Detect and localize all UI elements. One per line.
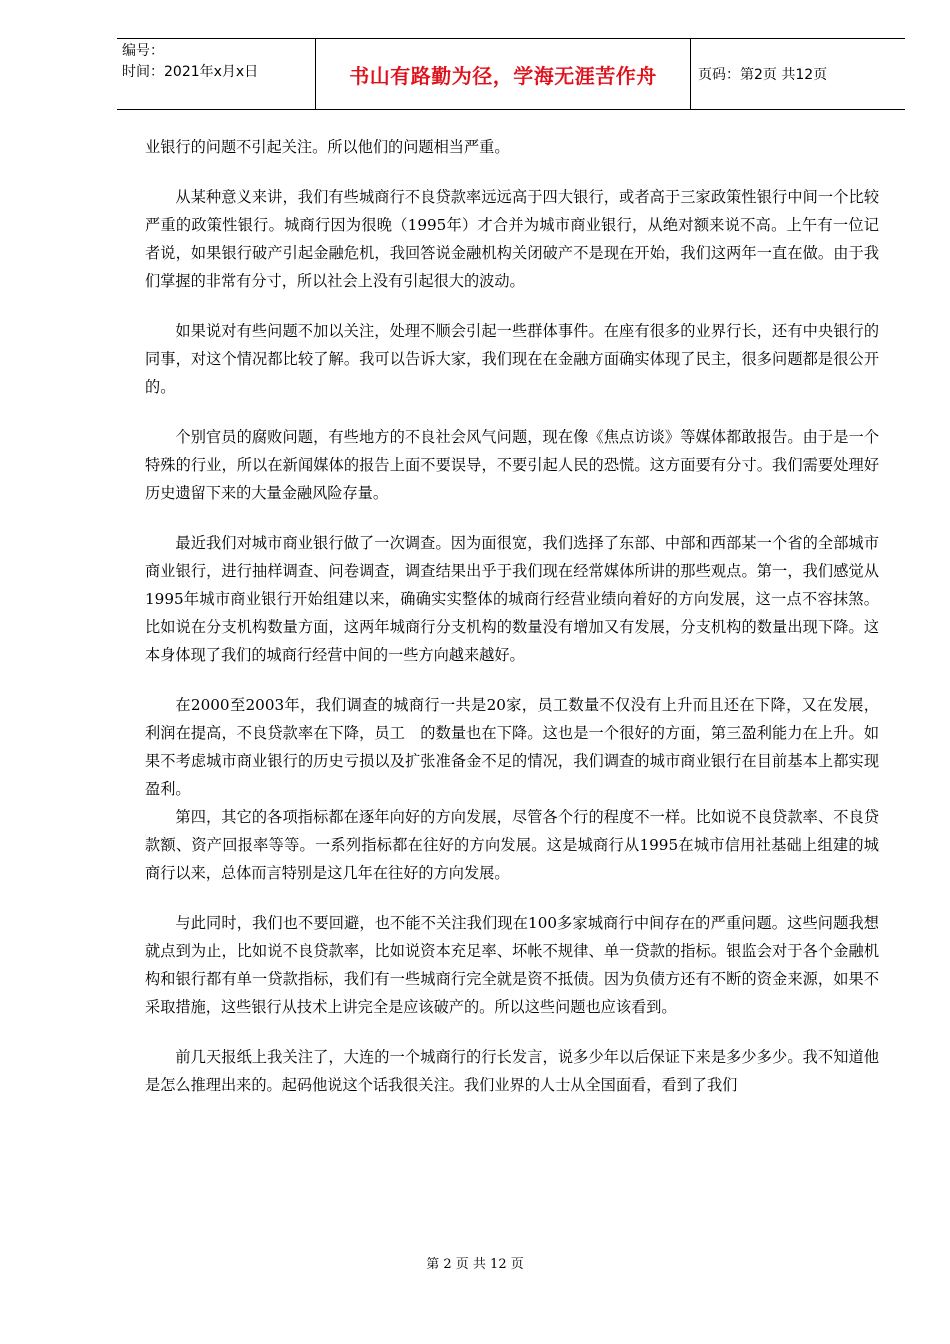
header-meta bbox=[122, 41, 258, 83]
page-header bbox=[117, 38, 905, 110]
paragraph: 业银行的问题不引起关注。所以他们的问题相当严重。 bbox=[145, 138, 510, 156]
paragraph: 在2000至2003年，我们调查的城商行一共是20家，员工数量不仅没有上升而且还在下降，又在发展，利润在提高，不良贷款率在下降，员工 的数量也在下降。这也是一个很好的方面，第三盈利能力在上升。如果不考虑城市商业银行的历史亏损以及扩张准备金不足的情况，我们调查的城市商业银行在目前基本上都实现盈利。 bbox=[145, 696, 879, 798]
header-motto: 书山有路勤为径，学海无涯苦作舟 bbox=[315, 39, 691, 109]
paragraph: 第四，其它的各项指标都在逐年向好的方向发展，尽管各个行的程度不一样。比如说不良贷款率、不良贷款额、资产回报率等等。一系列指标都在往好的方向发展。这是城商行从1995在城市信用社基础上组建的城商行以来，总体而言特别是这几年在往好的方向发展。 bbox=[145, 808, 879, 882]
paragraph: 与此同时，我们也不要回避，也不能不关注我们现在100多家城商行中间存在的严重问题。这些问题我想就点到为止，比如说不良贷款率，比如说资本充足率、坏帐不规律、单一贷款的指标。银监会对于各个金融机构和银行都有单一贷款指标，我们有一些城商行完全就是资不抵债。因为负债方还有不断的资金来源，如果不采取措施，这些银行从技术上讲完全是应该破产的。所以这些问题也应该看到。 bbox=[145, 914, 879, 1016]
time-label: 时间：2021年x月x日 bbox=[122, 64, 259, 80]
number-label: 编号： bbox=[122, 43, 164, 59]
paragraph: 最近我们对城市商业银行做了一次调查。因为面很宽，我们选择了东部、中部和西部某一个省的全部城市商业银行，进行抽样调查、问卷调查，调查结果出乎于我们现在经常媒体所讲的那些观点。第一，我们感觉从1995年城市商业银行开始组建以来，确确实实整体的城商行经营业绩向着好的方向发展，这一点不容抹煞。比如说在分支机构数量方面，这两年城商行分支机构的数量没有增加又有发展，分支机构的数量出现下降。这本身体现了我们的城商行经营中间的一些方向越来越好。 bbox=[145, 534, 879, 664]
document-body bbox=[145, 133, 879, 1121]
header-page-label: 页码：第2页 共12页 bbox=[698, 67, 828, 83]
page-footer bbox=[0, 1253, 950, 1272]
paragraph: 如果说对有些问题不加以关注，处理不顺会引起一些群体事件。在座有很多的业界行长，还有中央银行的同事，对这个情况都比较了解。我可以告诉大家，我们现在在金融方面确实体现了民主，很多问题都是很公开的。 bbox=[145, 322, 879, 396]
paragraph: 从某种意义来讲，我们有些城商行不良贷款率远远高于四大银行，或者高于三家政策性银行中间一个比较严重的政策性银行。城商行因为很晚（1995年）才合并为城市商业银行，从绝对额来说不高。上午有一位记者说，如果银行破产引起金融危机，我回答说金融机构关闭破产不是现在开始，我们这两年一直在做。由于我们掌握的非常有分寸，所以社会上没有引起很大的波动。 bbox=[145, 188, 879, 290]
paragraph: 前几天报纸上我关注了，大连的一个城商行的行长发言，说多少年以后保证下来是多少多少。我不知道他是怎么推理出来的。起码他说这个话我很关注。我们业界的人士从全国面看，看到了我们 bbox=[145, 1048, 879, 1094]
paragraph: 个别官员的腐败问题，有些地方的不良社会风气问题，现在像《焦点访谈》等媒体都敢报告。由于是一个特殊的行业，所以在新闻媒体的报告上面不要误导，不要引起人民的恐慌。这方面要有分寸。我们需要处理好历史遗留下来的大量金融风险存量。 bbox=[145, 428, 879, 502]
footer-page-number: 第 2 页 共 12 页 bbox=[426, 1257, 524, 1272]
